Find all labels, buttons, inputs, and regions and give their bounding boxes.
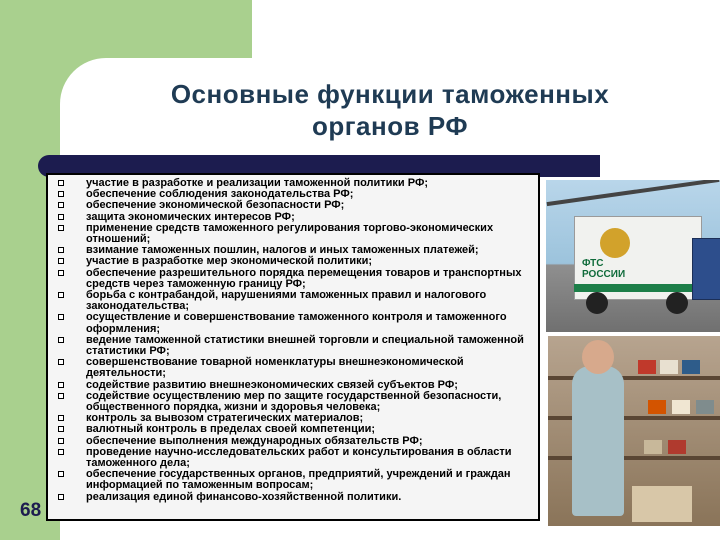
checkbox-bullet-icon: [58, 382, 64, 388]
goods-box: [672, 400, 690, 414]
function-text: валютный контроль в пределах своей компетенции;: [86, 423, 376, 436]
function-text: взимание таможенных пошлин, налогов и иных таможенных платежей;: [86, 244, 479, 257]
function-text: участие в разработке мер экономической политики;: [86, 255, 373, 268]
checkbox-bullet-icon: [58, 292, 64, 298]
function-list-item: [48, 290, 538, 312]
checkbox-bullet-icon: [58, 270, 64, 276]
customs-truck-photo: [546, 180, 720, 332]
function-text: содействие осуществлению мер по защите государственной безопасности, общественного порядка, жизни и здоровья человека;: [86, 389, 502, 414]
function-text: проведение научно-исследовательских работ и консультирования в области таможенного дела;: [86, 445, 512, 470]
checkbox-bullet-icon: [58, 337, 64, 343]
function-list-item: [48, 223, 538, 245]
title-line-2: органов РФ: [311, 111, 469, 141]
function-text: ведение таможенной статистики внешней торговли и специальной таможенной статистики РФ;: [86, 333, 524, 358]
checkbox-bullet-icon: [58, 214, 64, 220]
page-number: 68: [20, 500, 42, 521]
checkbox-bullet-icon: [58, 359, 64, 365]
function-text: борьба с контрабандой, нарушениями таможенных правил и налогового законодательства;: [86, 289, 487, 313]
function-list-item: [48, 391, 538, 413]
function-list-item: [48, 447, 538, 469]
function-text: обеспечение соблюдения законодательства РФ;: [86, 188, 354, 201]
truck-label-line-1: ФТС: [582, 258, 604, 269]
goods-box: [682, 360, 700, 374]
checkbox-bullet-icon: [58, 247, 64, 253]
truck-stripe: [574, 284, 700, 292]
function-text: участие в разработке и реализации таможенной политики РФ;: [86, 177, 428, 189]
checkbox-bullet-icon: [58, 258, 64, 264]
crane-arm: [547, 180, 720, 206]
checkbox-bullet-icon: [58, 449, 64, 455]
truck-wheel: [666, 292, 688, 314]
truck-label-line-2: РОССИИ: [582, 269, 626, 280]
checkbox-bullet-icon: [58, 202, 64, 208]
function-text: обеспечение государственных органов, предприятий, учреждений и граждан информацией по таможенным вопросам;: [86, 468, 511, 492]
truck-wheel: [586, 292, 608, 314]
goods-box: [660, 360, 678, 374]
function-text: содействие развитию внешнеэкономических связей субъектов РФ;: [86, 378, 458, 391]
function-text: защита экономических интересов РФ;: [86, 210, 295, 223]
checkbox-bullet-icon: [58, 180, 64, 186]
customs-emblem-icon: [600, 228, 630, 258]
function-list-item: [48, 492, 538, 503]
goods-box: [648, 400, 666, 414]
goods-box: [644, 440, 662, 454]
function-list-item: [48, 268, 538, 290]
function-list-item: [48, 469, 538, 491]
goods-box: [668, 440, 686, 454]
function-text: реализация единой финансово-хозяйственной политики.: [86, 490, 402, 503]
title-line-1: Основные функции таможенных: [170, 79, 610, 109]
function-list-item: [48, 335, 538, 357]
customs-inspection-photo: [548, 336, 720, 526]
goods-box: [632, 486, 692, 522]
checkbox-bullet-icon: [58, 314, 64, 320]
function-text: обеспечение разрешительного порядка перемещения товаров и транспортных средств через таможенную границу РФ;: [86, 266, 522, 290]
checkbox-bullet-icon: [58, 494, 64, 500]
slide-title: [60, 78, 720, 142]
checkbox-bullet-icon: [58, 438, 64, 444]
checkbox-bullet-icon: [58, 471, 64, 477]
checkbox-bullet-icon: [58, 393, 64, 399]
truck-cab: [692, 238, 720, 300]
function-list-item: [48, 357, 538, 379]
checkbox-bullet-icon: [58, 191, 64, 197]
function-text: применение средств таможенного регулирования торгово-экономических отношений;: [86, 221, 494, 246]
function-text: контроль за вывозом стратегических материалов;: [86, 412, 364, 425]
checkbox-bullet-icon: [58, 225, 64, 231]
customs-officer: [572, 366, 624, 516]
officer-head: [582, 340, 614, 374]
goods-box: [696, 400, 714, 414]
checkbox-bullet-icon: [58, 426, 64, 432]
truck-label: [582, 258, 625, 280]
checkbox-bullet-icon: [58, 415, 64, 421]
functions-list: [48, 178, 538, 503]
function-text: осуществление и совершенствование таможенного контроля и таможенного оформления;: [86, 311, 507, 335]
function-list-item: [48, 312, 538, 334]
function-text: совершенствование товарной номенклатуры внешнеэкономической деятельности;: [86, 356, 464, 380]
function-text: обеспечение выполнения международных обязательств РФ;: [86, 434, 423, 447]
functions-box: [46, 173, 540, 521]
goods-box: [638, 360, 656, 374]
function-text: обеспечение экономической безопасности РФ;: [86, 199, 345, 212]
